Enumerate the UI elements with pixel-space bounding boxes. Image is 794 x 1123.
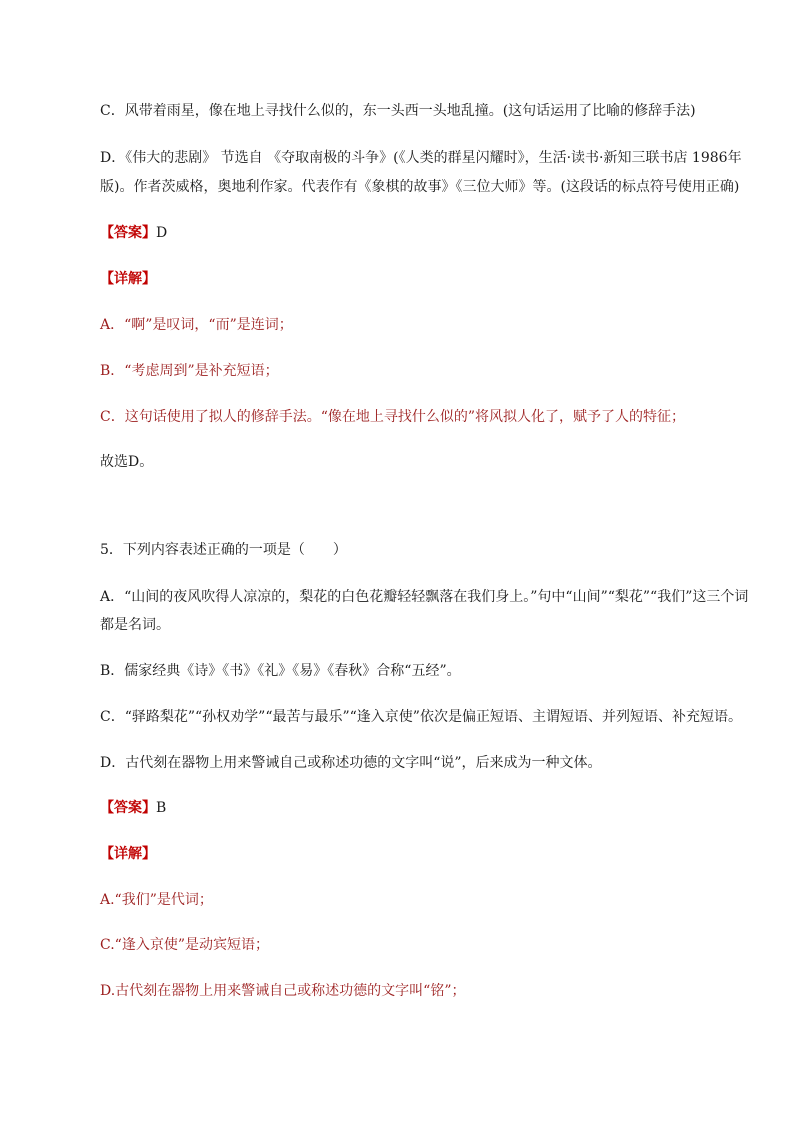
- q5-option-d: D．古代刻在器物上用来警诫自己或称述功德的文字叫“说”，后来成为一种文体。: [100, 755, 602, 771]
- q5-answer: [100, 797, 700, 819]
- q5-detail-c: C.“逢入京使”是动宾短语；: [100, 937, 269, 953]
- answer-value: D: [156, 225, 168, 241]
- q5-detail-a: A.“我们”是代词；: [100, 892, 213, 908]
- prev-detail-c: C．这句话使用了拟人的修辞手法。“像在地上寻找什么似的”将风拟人化了，赋予了人的特征；: [100, 409, 686, 425]
- prev-option-d-line2: 版)。作者茨威格，奥地利作家。代表作有《象棋的故事》《三位大师》等。(这段话的标点符号使用正确): [100, 179, 740, 195]
- q5-option-a-line1: A．“山间的夜风吹得人凉凉的，梨花的白色花瓣轻轻飘落在我们身上。”句中“山间”“梨花”“我们”这三个词: [100, 589, 749, 605]
- prev-detail-heading: [100, 268, 700, 290]
- q5-detail-heading: [100, 843, 700, 865]
- detail-label: 【详解】: [100, 846, 156, 862]
- prev-option-d-line1: D．《伟大的悲剧》 节选自 《夺取南极的斗争》(《人类的群星闪耀时》，生活·读书·新知三联书店 1986年: [100, 150, 742, 166]
- prev-detail-a: A．“啊”是叹词，“而”是连词；: [100, 317, 293, 333]
- detail-label: 【详解】: [100, 271, 156, 287]
- q5-option-a-line2: 都是名词。: [100, 617, 170, 633]
- answer-value: B: [156, 800, 167, 816]
- prev-conclusion: 故选D。: [100, 454, 154, 470]
- q5-stem: 5．下列内容表述正确的一项是（ ）: [100, 542, 347, 558]
- prev-option-c: C．风带着雨星，像在地上寻找什么似的，东一头西一头地乱撞。(这句话运用了比喻的修辞手法): [100, 103, 696, 119]
- q5-option-b: B．儒家经典《诗》《书》《礼》《易》《春秋》合称“五经”。: [100, 663, 461, 679]
- answer-label: 【答案】: [100, 800, 156, 816]
- q5-detail-d: D.古代刻在器物上用来警诫自己或称述功德的文字叫“铭”；: [100, 983, 466, 999]
- answer-label: 【答案】: [100, 225, 156, 241]
- prev-answer: [100, 222, 700, 244]
- q5-option-c: C．“驿路梨花”“孙权劝学”“最苦与最乐”“逢入京使”依次是偏正短语、主谓短语、并列短语、补充短语。: [100, 709, 742, 725]
- prev-detail-b: B．“考虑周到”是补充短语；: [100, 363, 279, 379]
